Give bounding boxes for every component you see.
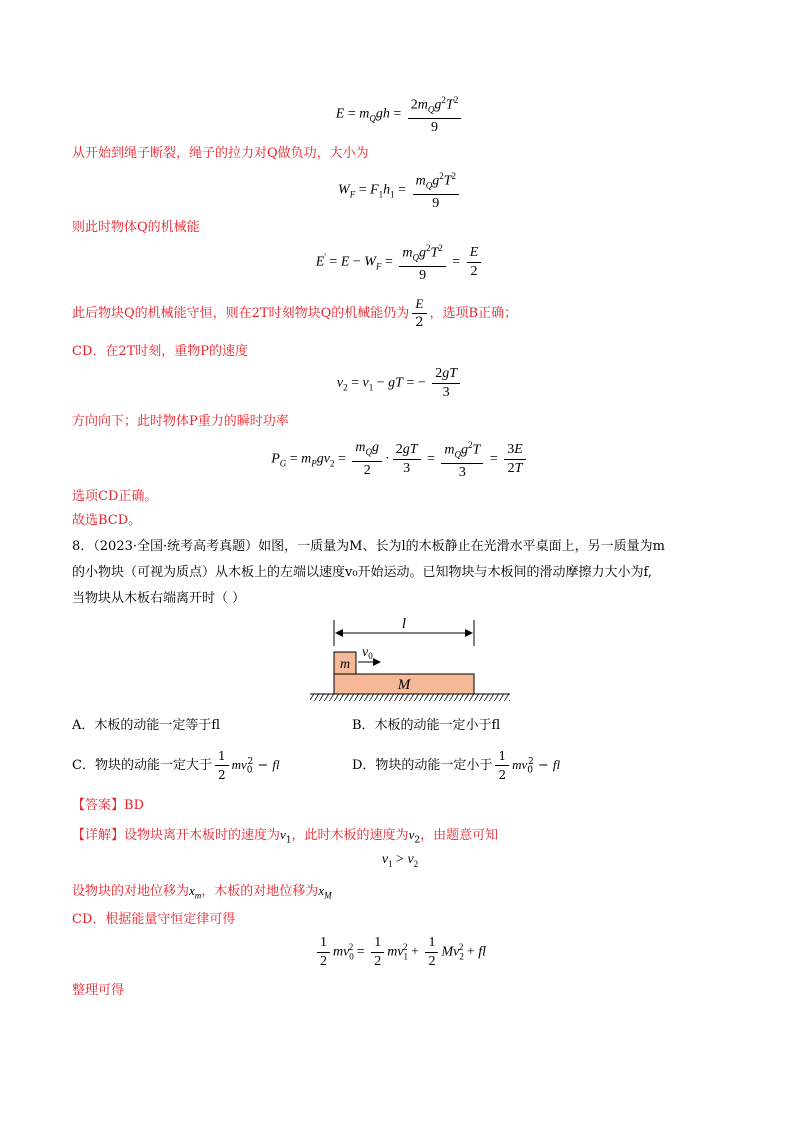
text-rope-work: 从开始到绳子断裂，绳子的拉力对Q做负功，大小为 (72, 146, 369, 161)
label-velocity: $v_0$ (362, 645, 373, 661)
equation-energy: $E = m_Qgh$ = $\frac{2m_Qg^2T^2}{9}$ (0, 92, 800, 136)
option-a: A．木板的动能一定等于fl (72, 718, 221, 733)
text-cd-correct: 选项CD正确。 (72, 489, 158, 504)
equation-work: $W_F = F_1h_1$ = $\frac{m_Qg^2T^2}{9}$ (0, 168, 800, 212)
ground-hatch (310, 694, 510, 701)
figure-board-block (300, 612, 520, 708)
detail-line1: 【详解】设物块离开木板时的速度为$v_1$，此时木板的速度为$v_2$，由题意可知 (72, 827, 499, 846)
detail-cd-energy: CD．根据能量守恒定律可得 (72, 912, 236, 927)
equation-compare: $v_1 > v_2$ (381, 852, 419, 869)
text-cd-velocity: CD．在2T时刻，重物P的速度 (72, 344, 249, 359)
option-c: C．物块的动能一定大于 $\frac{1}{2}$ $mv_0^2$ − fl (72, 749, 280, 782)
equation-energy-conservation: $\frac{1}{2}$ $mv_0^2$ = $\frac{1}{2}$ $mv_1^2$ + $\frac{1}{2}$ $Mv_2^2$ + fl (0, 935, 800, 970)
equation-power: $P_G = m_Pgv_2$ = $\frac{m_Qg}{2}$ · $\frac{2gT}{3}$ = $\frac{m_Qg^2T}{3}$ = $\frac{3E}{2T}$ (0, 437, 800, 481)
text-mech-energy: 则此时物体Q的机械能 (72, 220, 200, 235)
label-block: m (339, 657, 351, 672)
label-board: M (397, 677, 411, 693)
question-8-line3: 当物块从木板右端离开时（ ） (72, 591, 246, 606)
text-conserved: 此后物块Q的机械能守恒，则在2T时刻物块Q的机械能仍为 $\frac{E}{2}$ ，选项B正确； (72, 296, 518, 330)
text-choose-bcd: 故选BCD。 (72, 513, 142, 528)
text-direction: 方向向下；此时物体P重力的瞬时功率 (72, 414, 289, 429)
question-8-line2: 的小物块（可视为质点）从木板上的左端以速度v₀开始运动。已知物块与木板间的滑动摩擦力大小为f, (72, 565, 653, 580)
equation-velocity: $v_2 = v_1$ − gT = − $\frac{2gT}{3}$ (0, 366, 800, 401)
answer-line: 【答案】BD (72, 798, 144, 813)
label-length: l (401, 616, 407, 632)
question-8-line1: 8．（2023·全国·统考高考真题）如图，一质量为M、长为l的木板静止在光滑水平桌面上，另一质量为m (72, 539, 665, 554)
detail-simplify: 整理可得 (72, 983, 125, 998)
option-d: D．物块的动能一定小于 $\frac{1}{2}$ $mv_0^2$ − fl (352, 749, 561, 782)
equation-mech-energy: $E' = E - W_F$ = $\frac{m_Qg^2T^2}{9}$ = $\frac{E}{2}$ (0, 240, 800, 284)
detail-displacement: 设物块的对地位移为$x_m$，木板的对地位移为$x_M$ (72, 883, 332, 901)
option-b: B．木板的动能一定小于fl (352, 718, 501, 733)
